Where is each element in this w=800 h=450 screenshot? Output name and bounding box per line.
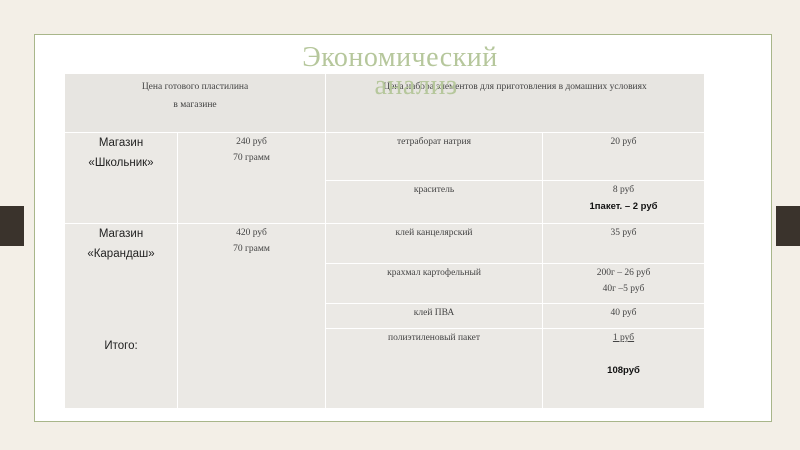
ingredient-price: 35 руб <box>543 224 705 264</box>
ingredient-name: тетраборат натрия <box>326 133 543 181</box>
ingredient-name: клей ПВА <box>326 304 543 329</box>
page-title <box>0 44 800 100</box>
ingredient-name: клей канцелярский <box>326 224 543 264</box>
left-tab <box>0 206 24 246</box>
ingredient-name: крахмал картофельный <box>326 264 543 304</box>
store-price: 420 руб 70 грамм <box>178 224 326 409</box>
ingredient-price: 1 руб 108руб <box>543 329 705 409</box>
ingredient-price: 8 руб 1пакет. – 2 руб <box>543 181 705 224</box>
right-tab <box>776 206 800 246</box>
header-home-price: Цена набора элементов для приготовления в домашних условиях <box>326 74 705 133</box>
total-value: 108руб <box>607 365 640 376</box>
title-line-2: анализ <box>374 70 458 101</box>
ingredient-price: 40 руб <box>543 304 705 329</box>
ingredient-price: 200г – 26 руб 40г –5 руб <box>543 264 705 304</box>
store-name: Магазин «Карандаш» Итого: <box>65 224 178 409</box>
price-table <box>64 73 705 409</box>
table-row <box>65 224 705 264</box>
store-price: 240 руб 70 грамм <box>178 133 326 224</box>
store-name: Магазин «Школьник» <box>65 133 178 224</box>
ingredient-name: краситель <box>326 181 543 224</box>
total-label: Итого: <box>104 340 138 352</box>
ingredient-name: полиэтиленовый пакет <box>326 329 543 409</box>
header-ready-price: Цена готового пластилина в магазине <box>65 74 326 133</box>
ingredient-price: 20 руб <box>543 133 705 181</box>
table-row <box>65 133 705 181</box>
title-line-1: Экономический <box>302 42 498 73</box>
